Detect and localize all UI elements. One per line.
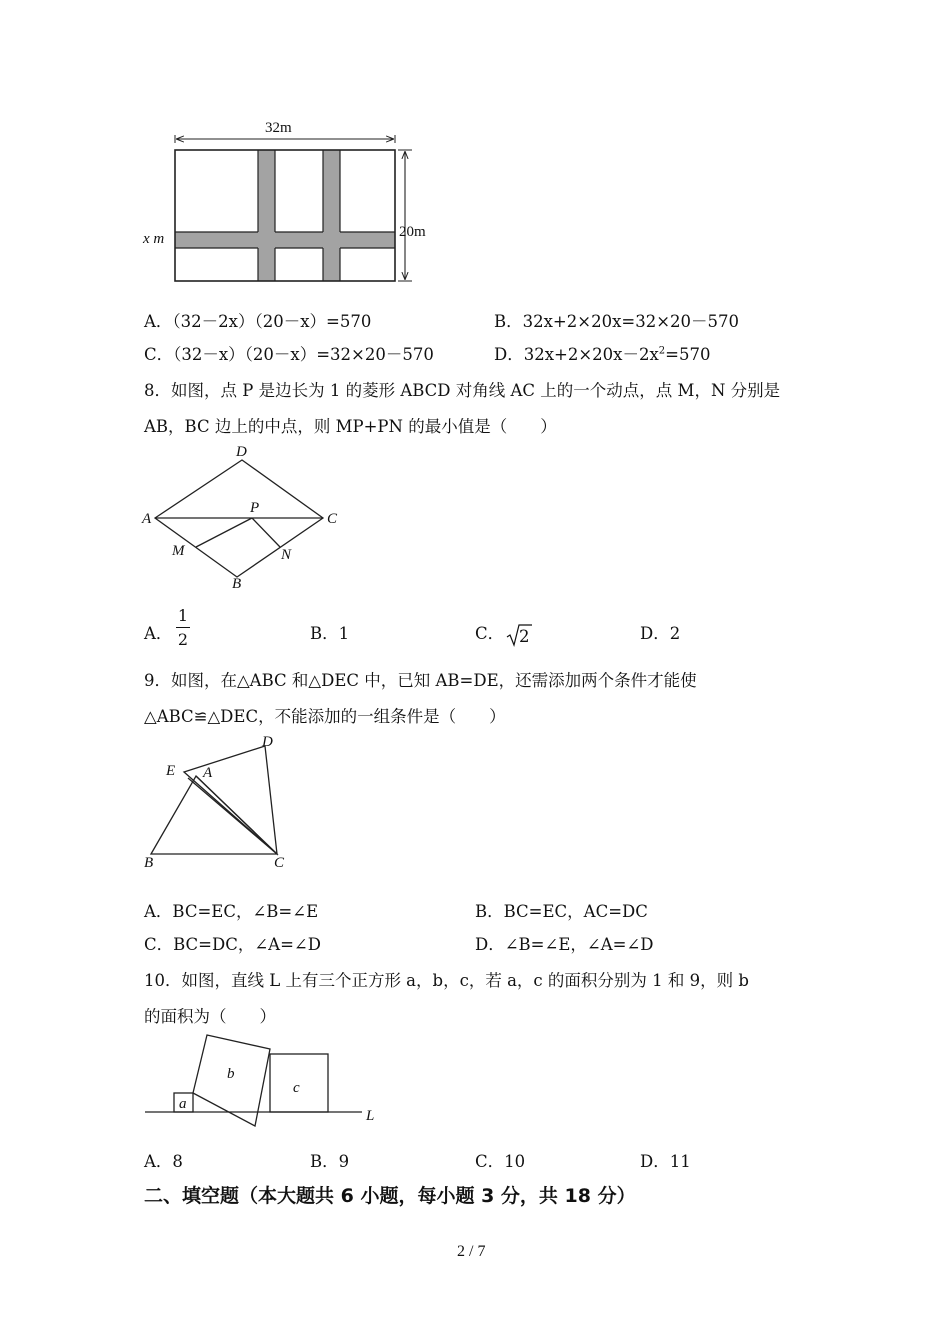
q8-option-b: B．1 [310, 624, 350, 643]
q9-option-c: C．BC=DC，∠A=∠D [144, 935, 321, 954]
q9-label-b: B [144, 855, 154, 871]
q9-option-d: D．∠B=∠E，∠A=∠D [475, 935, 654, 954]
q9-triangle-abc [151, 776, 277, 854]
q8-option-a-denominator: 2 [177, 630, 189, 649]
q7-vertical-road-2 [323, 150, 340, 281]
q8-rhombus-figure [140, 440, 350, 595]
q7-field-outline [175, 150, 395, 281]
q8-label-b: B [232, 576, 242, 592]
q8-label-a: A [142, 511, 152, 527]
q8-option-d: D．2 [640, 624, 681, 643]
q8-option-a-fraction-bar [176, 627, 190, 628]
q9-label-a: A [203, 765, 213, 781]
q7-vertical-road-1 [258, 150, 275, 281]
q9-stem-line1: 9．如图，在△ABC 和△DEC 中，已知 AB=DE，还需添加两个条件才能使 [144, 671, 697, 690]
q10-option-d: D．11 [640, 1152, 691, 1171]
q7-option-d-post: =570 [665, 345, 711, 364]
q8-option-c-label: C． [475, 624, 505, 643]
q9-triangle-dec [184, 746, 277, 854]
q7-right-label: 20m [399, 224, 426, 240]
q8-option-a-label: A． [144, 624, 173, 643]
q9-label-e: E [166, 763, 176, 779]
q8-label-d: D [236, 444, 247, 460]
q8-option-c-radicand: 2 [519, 627, 530, 646]
q8-stem-line1: 8．如图，点 P 是边长为 1 的菱形 ABCD 对角线 AC 上的一个动点，点 M，N 分别是 [144, 381, 781, 400]
q8-stem-line2: AB，BC 边上的中点，则 MP+PN 的最小值是（ ） [144, 417, 557, 436]
q8-label-n: N [281, 547, 292, 563]
q10-label-l: L [366, 1108, 375, 1124]
q9-stem-line2: △ABC≌△DEC，不能添加的一组条件是（ ） [144, 707, 506, 726]
q9-label-c: C [274, 855, 285, 871]
q7-option-b: B．32x+2×20x=32×20－570 [494, 312, 740, 331]
q7-top-label: 32m [265, 120, 292, 136]
q10-label-b: b [227, 1066, 235, 1082]
q7-left-label: x m [143, 231, 165, 247]
q9-option-b: B．BC=EC，AC=DC [475, 902, 648, 921]
q8-option-a-numerator: 1 [177, 606, 189, 625]
q9-label-d: D [262, 734, 273, 750]
q10-option-c: C．10 [475, 1152, 526, 1171]
section-2-heading: 二、填空题（本大题共 6 小题，每小题 3 分，共 18 分） [144, 1185, 636, 1207]
q7-option-d-sup: 2 [658, 345, 666, 357]
q7-field-figure [140, 115, 440, 295]
q10-label-a: a [179, 1096, 187, 1112]
q10-label-c: c [293, 1080, 300, 1096]
q10-squares-figure [140, 1030, 385, 1130]
q10-stem-line1: 10．如图，直线 L 上有三个正方形 a，b，c，若 a，c 的面积分别为 1 和 9，则 b [144, 971, 749, 990]
q8-option-a-fraction [176, 606, 190, 649]
q7-option-d-pre: D．32x+2×20x－2x [494, 345, 659, 364]
q7-option-c: C．（32－x）（20－x）=32×20－570 [144, 345, 434, 364]
q7-option-a: A．（32－2x）（20－x）=570 [144, 312, 372, 331]
q8-segment-mp [196, 518, 252, 547]
q10-option-b: B．9 [310, 1152, 350, 1171]
q8-label-p: P [250, 500, 260, 516]
q8-segment-pn [252, 518, 280, 547]
q7-option-d [494, 341, 711, 365]
q9-option-a: A．BC=EC，∠B=∠E [144, 902, 319, 921]
page-number: 2 / 7 [457, 1243, 486, 1260]
q8-label-c: C [327, 511, 338, 527]
q10-stem-line2: 的面积为（ ） [144, 1007, 276, 1026]
q7-horizontal-road [175, 232, 395, 248]
q8-label-m: M [172, 543, 185, 559]
q10-option-a: A．8 [144, 1152, 183, 1171]
q9-triangles-figure [140, 730, 300, 875]
